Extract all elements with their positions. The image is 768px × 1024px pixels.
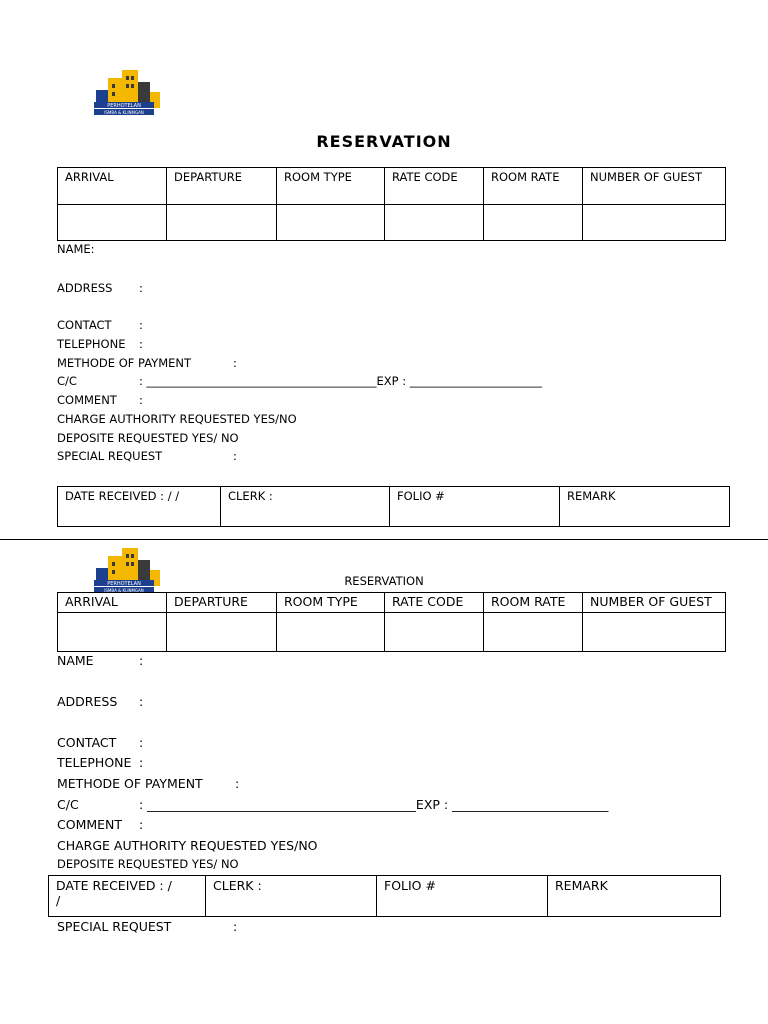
folio-cell[interactable]: FOLIO # [377,876,548,917]
contact-field[interactable]: CONTACT : [57,318,143,332]
hotel-logo [92,68,172,116]
address-field[interactable]: ADDRESS : [57,281,143,295]
form-title: RESERVATION [344,574,424,588]
name-field[interactable]: NAME : [57,653,144,668]
clerk-cell[interactable]: CLERK : [206,876,377,917]
cell-room-type-input[interactable] [277,205,385,241]
header-number-of-guest: NUMBER OF GUEST [583,168,726,205]
folio-cell[interactable]: FOLIO # [390,487,560,527]
telephone-field[interactable]: TELEPHONE : [57,337,143,351]
cell-departure-input[interactable] [167,205,277,241]
building-logo-icon [92,68,172,116]
header-room-type: ROOM TYPE [277,593,385,613]
form-title: RESERVATION [316,132,452,151]
remark-cell[interactable]: REMARK [548,876,721,917]
header-arrival: ARRIVAL [58,593,167,613]
special-request-field[interactable]: SPECIAL REQUEST : [57,449,237,463]
cell-arrival-input[interactable] [58,613,167,652]
header-rate-code: RATE CODE [385,593,484,613]
deposit-field[interactable]: DEPOSITE REQUESTED YES/ NO [57,431,239,445]
cell-departure-input[interactable] [167,613,277,652]
form-divider [0,539,768,540]
comment-field[interactable]: COMMENT : [57,817,144,832]
special-request-field[interactable]: SPECIAL REQUEST : [57,919,238,934]
charge-authority-field[interactable]: CHARGE AUTHORITY REQUESTED YES/NO [57,412,297,426]
cell-rate-code-input[interactable] [385,205,484,241]
svg-text:ISMBA & KLINMGAN: ISMBA & KLINMGAN [104,110,144,115]
deposit-field[interactable]: DEPOSITE REQUESTED YES/ NO [57,857,239,871]
header-arrival: ARRIVAL [58,168,167,205]
header-number-of-guest: NUMBER OF GUEST [583,593,726,613]
cell-room-type-input[interactable] [277,613,385,652]
cell-number-of-guest-input[interactable] [583,613,726,652]
comment-field[interactable]: COMMENT : [57,393,143,407]
contact-field[interactable]: CONTACT : [57,735,144,750]
header-room-rate: ROOM RATE [484,168,583,205]
cell-rate-code-input[interactable] [385,613,484,652]
header-departure: DEPARTURE [167,168,277,205]
charge-authority-field[interactable]: CHARGE AUTHORITY REQUESTED YES/NO [57,838,318,853]
address-field[interactable]: ADDRESS : [57,694,144,709]
name-field[interactable]: NAME: [57,242,95,256]
svg-text:PERHOTELAN: PERHOTELAN [107,581,141,587]
booking-table [57,592,726,652]
cell-room-rate-input[interactable] [484,613,583,652]
office-use-table [57,486,730,527]
clerk-cell[interactable]: CLERK : [221,487,390,527]
cell-room-rate-input[interactable] [484,205,583,241]
cell-number-of-guest-input[interactable] [583,205,726,241]
credit-card-field[interactable]: C/C : ________________________________________EXP : _______________________ [57,374,543,388]
header-rate-code: RATE CODE [385,168,484,205]
payment-method-field[interactable]: METHODE OF PAYMENT : [57,356,237,370]
telephone-field[interactable]: TELEPHONE : [57,755,144,770]
svg-text:ISMBA & KLINMGAN: ISMBA & KLINMGAN [104,588,144,593]
header-room-rate: ROOM RATE [484,593,583,613]
date-received-cell[interactable]: DATE RECEIVED : / / [58,487,221,527]
booking-table [57,167,726,241]
office-use-table [48,875,721,917]
header-departure: DEPARTURE [167,593,277,613]
remark-cell[interactable]: REMARK [560,487,730,527]
svg-text:PERHOTELAN: PERHOTELAN [107,103,141,109]
payment-method-field[interactable]: METHODE OF PAYMENT : [57,776,240,791]
header-room-type: ROOM TYPE [277,168,385,205]
credit-card-field[interactable]: C/C : ___________________________________________EXP : _________________________ [57,797,609,812]
date-received-cell[interactable]: DATE RECEIVED : / / [49,876,206,917]
cell-arrival-input[interactable] [58,205,167,241]
